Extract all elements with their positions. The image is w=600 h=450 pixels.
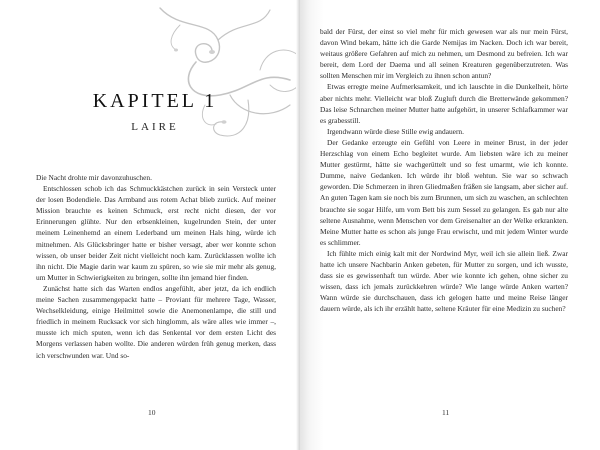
paragraph: Irgendwann würde diese Stille ewig andauern.	[327, 126, 464, 136]
paragraph: Etwas erregte meine Aufmerksamkeit, und ich lauschte in die Dunkelheit, hörte aber nichts mehr. Vielleicht war bloß Zugluft durch die Bretterwände gekommen? Das leise Schnarchen meiner Mutter hatte aufgehört, in unserer Schlafkammer war es grabesstill.	[320, 82, 568, 125]
chapter-subtitle: LAIRE	[131, 121, 179, 133]
chapter-title: KAPITEL 1	[92, 90, 218, 112]
chapter-heading	[30, 90, 280, 133]
right-page-text	[320, 26, 568, 314]
page-number-right: 11	[442, 408, 450, 417]
right-page	[300, 0, 600, 450]
left-page-text	[36, 172, 276, 361]
paragraph: Zunächst hatte sich das Warten endlos angefühlt, aber jetzt, da ich endlich meine Sachen zusammengepackt hatte – Proviant für mehrere Tage, Wasser, Wechselkleidung, einige Heilmittel sowie die Anemonenlampe, die still und friedlich in meinem Rucksack vor sich hinglomm, als wäre alles wie immer –, musste ich mich sputen, wenn ich das Senkental vor dem ersten Licht des Morgens verlassen haben wollte. Die anderen würden früh genug merken, dass ich verschwunden war. Und so-	[36, 283, 276, 360]
paragraph: Die Nacht drohte mir davonzuhuschen.	[36, 173, 152, 182]
paragraph: Ich fühlte mich einig kalt mit der Nordwind Myr, weil ich sie allein ließ. Zwar hatte ich unsere Nachbarin Anken gebeten, für Mutter zu sorgen, und ich wusste, dass sie es gewissenhaft tun würde. Aber wie konnte ich gehen, ohne sicher zu wissen, dass ich jemals zurückkehren würde? Wie lange würde Anken warten? Wann würde sie durchschauen, dass ich gelogen hatte und meine Reise länger dauern würde, als ich ihr erzählt hatte, seltene Kräuter für eine Medizin zu suchen?	[320, 248, 568, 314]
paragraph: Der Gedanke erzeugte ein Gefühl von Leere in meiner Brust, in der jeder Herzschlag von einem Echo begleitet wurde. Am liebsten wäre ich zu meiner Mutter gestürmt, hätte sie wachgerüttelt und so fest umarmt, wie ich konnte. Dumme, naive Gedanken. Ich würde ihr bloß wehtun. Sie war so schwach geworden. Die Schmerzen in ihren Gliedmaßen fräßen sie langsam, aber sicher auf. An guten Tagen kam sie noch bis zum Brunnen, um sich zu waschen, an schlechten brauchte sie sogar Hilfe, um vom Bett bis zum Sessel zu gelangen. Es gab nur alte seltene Ausnahme, wenn Menschen vor dem Greisenalter an der Welke erkrankten. Meine Mutter hatte es schon als junge Frau erwischt, und mit jedem Winter wurde es schlimmer.	[320, 137, 568, 247]
paragraph: bald der Fürst, der einst so viel mehr für mich gewesen war als nur mein Fürst, davon Wind bekam, hätte ich die Garde Nemijas im Nacken. Doch ich war bereit, weitaus größere Gefahren auf mich zu nehmen, um Desmond zu befreien. Ich war bereit, dem Lord der Daema und all seinen Kreaturen gegenüberzutreten. Was sollten Menschen mir im Vergleich zu ihnen schon antun?	[320, 27, 568, 81]
page-number-left: 10	[148, 408, 156, 417]
paragraph: Entschlossen schob ich das Schmuckkästchen zurück in sein Versteck unter der losen Bodendiele. Das Armband aus rotem Achat blieb zurück. Auf meiner Mission brauchte es keinen Schmuck, erst recht nicht diesen, der vor Erinnerungen glühte. Nur den erbsenkleinen, kugelrunden Stein, der unter meinem Leinenhemd an einem Lederband um meinen Hals hing, würde ich mitnehmen. Als Glücksbringer hatte er bisher versagt, aber wer konnte schon wissen, ob unser beider Zeit nicht vielleicht noch kam. Zurücklassen wollte ich ihn nicht. Die Magie darin war kaum zu spüren, so wie sie mir mehr als genug, um Mutter in Schwierigkeiten zu bringen, sollte ihn jemand hier finden.	[36, 184, 276, 282]
